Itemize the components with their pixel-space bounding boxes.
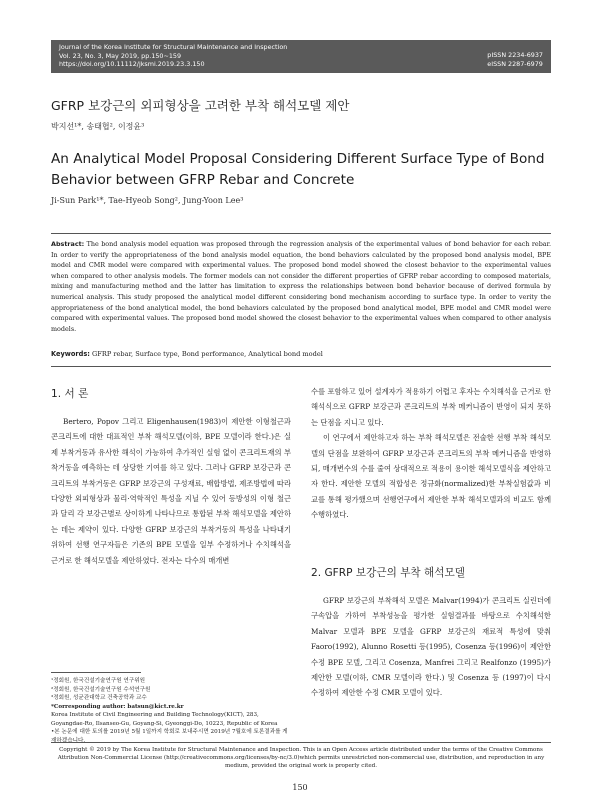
- copyright-notice: Copyright © 2019 by The Korea Institute for Structural Maintenance and Inspection. This is an Open Access article distributed under the terms of the Creative Commons Attribution Non-Commercial License (http://creativecommons.org/licenses/by-nc/3.0)which permits unrestricted non-commercial use, distribution, and reproduction in any medium, provided the original work is properly cited.: [57, 747, 545, 770]
- copyright-rule: [51, 742, 551, 743]
- affiliation-address: Korea Institute of Civil Engineering and Building Technology(KICT), 283, Goyangdae-Ro, Ilsanseo-Gu, Goyang-Si, Gyeonggi-Do, 10223, Republic of Korea: [51, 712, 278, 727]
- english-authors: Ji-Sun Park¹*, Tae-Hyeob Song², Jung-Yoon Lee³: [51, 196, 244, 205]
- eissn: eISSN 2287-6979: [487, 59, 543, 68]
- footnote-1: ¹정회원, 한국건설기술연구원 연구위원: [51, 678, 146, 684]
- section-1-paragraph-2: 이 연구에서 제안하고자 하는 부착 해석모델은 전술한 선행 부착 해석모델의 단점을 보완하여 GFRP 보강근과 콘크리트의 부착 메커니즘을 반영하되, 매개변수의 수를 줄여 상대적으로 적용이 용이한 해석모델식을 제안하고자 한다. 제안한 모델의 적합성은 정규화(normalized)한 부착실험값과 비교를 통해 평가했으며 선행연구에서 제안한 부착 해석모델과의 비교도 함께 수행하였다.: [311, 433, 551, 520]
- section-1-paragraph-1-cont: 수를 포함하고 있어 설계자가 적용하기 어렵고 후자는 수치해석을 근거로 한 해석식으로 GFRP 보강근과 콘크리트의 부착 메커니즘이 반영이 되지 못하는 단점을 지니고 있다.: [311, 387, 551, 427]
- keywords-text: GFRP rebar, Surface type, Bond performance, Analytical bond model: [92, 350, 323, 358]
- keywords: [51, 350, 551, 358]
- section-2-column: [311, 593, 551, 701]
- discussion-note: •본 논문에 대한 토의를 2019년 5월 1일까지 학회로 보내주시면 2019년 7월호에 토론결과를 게재하겠습니다.: [51, 729, 288, 744]
- abstract-top-rule: [51, 233, 551, 234]
- journal-header-bar: [51, 40, 551, 73]
- journal-volume: Vol. 23, No. 3, May 2019, pp.150~159: [59, 51, 182, 60]
- abstract: [51, 239, 551, 334]
- abstract-bottom-rule: [51, 366, 551, 367]
- pissn: pISSN 2234-6937: [487, 51, 543, 59]
- abstract-label: Abstract:: [51, 240, 85, 248]
- section-2-title: 2. GFRP 보강근의 부착 해석모델: [311, 567, 465, 579]
- journal-info: [59, 43, 287, 69]
- corresponding-author: *Corresponding author: batsun@kict.re.kr: [51, 703, 184, 710]
- page-number: 150: [292, 783, 308, 792]
- english-title: An Analytical Model Proposal Considering Different Surface Type of Bond Behavior between GFRP Rebar and Concrete: [51, 151, 545, 188]
- journal-name: Journal of the Korea Institute for Structural Maintenance and Inspection: [59, 43, 288, 51]
- korean-authors: 박지선¹*, 송태협², 이정윤³: [51, 122, 145, 131]
- section-1-left-column: [51, 414, 291, 568]
- keywords-label: Keywords:: [51, 350, 90, 358]
- korean-title: GFRP 보강근의 외피형상을 고려한 부착 해석모델 제안: [51, 98, 350, 113]
- footnotes: [51, 677, 291, 745]
- footnote-2: ²정회원, 한국건설기술연구원 수석연구원: [51, 686, 151, 693]
- section-1-paragraph-1: Bertero, Popov 그리고 Eligenhausen(1983)이 제안한 이형철근과 콘크리트에 대한 대표적인 부착 해석모델(이하, BPE 모델이라 한다.)은 실제 부착거동과 유사한 해석이 가능하여 추가적인 실험 없이 콘크리트재의 부착거동을 예측하는 데 상당한 기여를 하고 있다. 그러나 GFRP 보강근과 콘크리트의 부착거동은 GFRP 보강근의 구성재료, 배합방법, 제조방법에 따라 다양한 외피형상과 물리·역학적인 특성을 지닐 수 있어 등방성의 이형 철근과 달리 각 보강근별로 상이하게 나타나므로 통합된 부착 해석모델을 제안하는 데는 제약이 있다. 다양한 GFRP 보강근의 부착거동의 특성을 나타내기 위하여 선행 연구자들은 기존의 BPE 모델을 일부 수정하거나 수치해석을 근거로 한 해석모델을 제안하였다. 전자는 다수의 매개변: [51, 417, 291, 565]
- journal-doi[interactable]: https://doi.org/10.11112/jksmi.2019.23.3.150: [59, 60, 205, 69]
- section-1-right-column: [311, 384, 551, 523]
- issn-info: [487, 51, 543, 68]
- footnote-3: ³정회원, 성균관대학교 건축공학과 교수: [51, 695, 147, 701]
- section-1-title: 1. 서 론: [51, 388, 89, 400]
- abstract-text: The bond analysis model equation was proposed through the regression analysis of the experimental values of bond behavior for each rebar. In order to verify the appropriateness of the bond analysis model equation, the bond behaviors calculated by the proposed bond analysis model, BPE model and CMR model were compared with experimental values. The proposed bond model showed the closest behavior to the experimental values when compared to other analysis models. The former models can not consider the different properties of GFRP rebar according to composed materials, mixing and manufacturing method and the latter has limitation to express the relationships between bond behavior because of derived formula by numerical analysis. This study proposed the analytical model different considering bond mechanism according to surface type. In order to verity the appropriateness of the bond analytical model, the bond behaviors calculated by the proposed bond analytical model, BPE model and CMR model were compared with experimental values. The proposed bond model showed the closest behavior to the experimental values when compared to other analysis models.: [51, 240, 551, 333]
- section-2-paragraph-1: GFRP 보강근의 부착해석 모델은 Malvar(1994)가 콘크리트 실린더에 구속압을 가하여 부착성능을 평가한 실험결과를 바탕으로 수치해석한 Malvar 모델과 BPE 모델을 GFRP 보강근의 재료적 특성에 맞춰 Faoro(1992), Alunno Rosetti 등(1995), Cosenza 등(1996)이 제안한 수정 BPE 모델, 그리고 Cosenza, Manfrei 그리고 Realfonzo (1995)가 제안한 모델(이하, CMR 모델이라 한다.) 및 Cosenza 등 (1997)이 다시 수정하여 제안한 수정 CMR 모델이 있다.: [311, 596, 551, 698]
- footnote-rule: [51, 672, 141, 673]
